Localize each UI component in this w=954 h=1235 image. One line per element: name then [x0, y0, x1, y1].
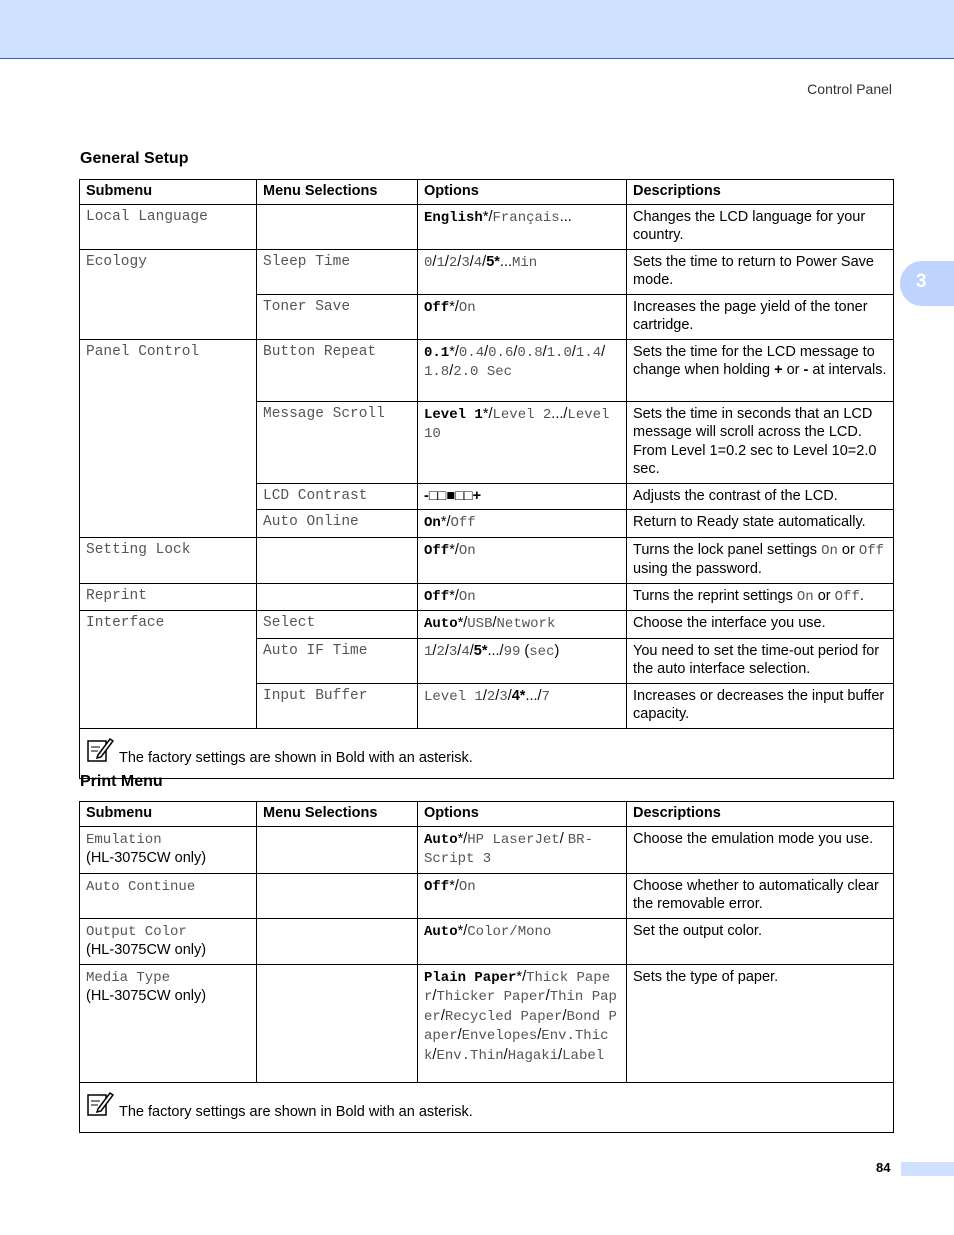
text-run: 0.4	[458, 344, 485, 361]
note-text: The factory settings are shown in Bold with an asterisk.	[119, 749, 473, 766]
submenu-name: Media Type	[86, 969, 171, 986]
text-run: Auto	[424, 831, 458, 848]
selection-cell: Toner Save	[257, 294, 418, 339]
options-cell	[418, 964, 627, 1082]
text-run: Plain Paper	[424, 969, 517, 986]
text-run: or	[837, 541, 859, 558]
text-run: or	[813, 587, 835, 604]
text-run: */	[449, 298, 459, 315]
text-run: Off	[424, 588, 450, 605]
text-run: On	[424, 515, 441, 531]
text-run: )	[554, 642, 560, 659]
table-row	[80, 204, 894, 249]
text-run: Turns the reprint settings	[633, 587, 797, 604]
table-row	[80, 611, 894, 639]
text-run: 5*	[473, 642, 488, 659]
description-cell	[627, 249, 894, 294]
text-run: */	[449, 877, 459, 894]
table-row	[80, 826, 894, 873]
text-run: Level 10	[424, 406, 610, 442]
text-run: 4*	[511, 687, 526, 704]
description-cell	[627, 294, 894, 339]
page-number-bar	[901, 1162, 954, 1176]
text-run: /	[432, 988, 437, 1004]
text-run: Envelopes	[461, 1028, 538, 1044]
submenu-cell	[80, 918, 257, 964]
options-cell	[418, 638, 627, 683]
text-run: sec	[529, 643, 555, 660]
selection-cell: Input Buffer	[257, 683, 418, 728]
text-run: Env.Thin	[436, 1047, 504, 1064]
options-cell	[418, 537, 627, 583]
text-run: /	[457, 1027, 462, 1043]
col-descriptions: Descriptions	[627, 180, 894, 205]
text-run: Choose the interface you use.	[633, 615, 826, 631]
submenu-cell: Setting Lock	[80, 537, 257, 583]
text-run: 3	[461, 254, 470, 271]
text-run: 7	[541, 688, 550, 705]
text-run: -	[803, 362, 809, 378]
description-cell	[627, 537, 894, 583]
selection-cell	[257, 583, 418, 611]
submenu-cell: Local Language	[80, 204, 257, 249]
description-cell	[627, 873, 894, 918]
text-run: /	[449, 363, 454, 379]
text-run: Choose the emulation mode you use.	[633, 830, 874, 847]
selection-cell: Auto Online	[257, 510, 418, 538]
text-run: 2	[486, 688, 496, 705]
text-run: /	[492, 615, 497, 631]
text-run: Hagaki	[507, 1047, 559, 1064]
text-run: English	[424, 209, 483, 226]
col-descriptions: Descriptions	[627, 802, 894, 827]
text-run: /	[482, 253, 487, 270]
text-run: .../	[551, 405, 568, 422]
top-banner	[0, 0, 954, 59]
text-run: /	[457, 642, 462, 659]
description-cell	[627, 583, 894, 611]
text-run: 3	[448, 643, 458, 660]
text-run: */	[482, 405, 493, 422]
text-run: Recycled Paper	[444, 1008, 563, 1025]
text-run: Thin Paper	[424, 989, 617, 1025]
options-cell	[418, 339, 627, 401]
text-run: 3	[499, 688, 508, 705]
selection-cell	[257, 918, 418, 964]
text-run: .../	[487, 642, 504, 659]
table-header-row	[80, 802, 894, 827]
text-run: Network	[496, 616, 556, 632]
text-run: 1.8	[424, 364, 450, 380]
text-run: /	[495, 687, 500, 704]
text-run: /	[513, 343, 518, 360]
general-setup-title: General Setup	[80, 150, 189, 167]
text-run: 1.0	[546, 344, 572, 361]
text-run: */	[457, 830, 468, 847]
text-run: Increases the page yield of the toner cartridge.	[633, 298, 868, 333]
text-run: /	[440, 1007, 445, 1024]
text-run: 0.8	[517, 344, 543, 361]
selection-cell: LCD Contrast	[257, 483, 418, 510]
options-cell	[418, 510, 627, 538]
text-run: Turns the lock panel settings	[633, 541, 822, 558]
col-submenu: Submenu	[80, 180, 257, 205]
text-run: Return to Ready state automatically.	[633, 514, 866, 530]
text-run: Sets the time to return to Power Save mode.	[633, 253, 874, 288]
text-run: /	[484, 343, 489, 360]
text-run: Off	[858, 542, 885, 559]
submenu-cell: Ecology	[80, 249, 257, 339]
text-run: using the password.	[633, 561, 762, 577]
text-run: /	[432, 253, 437, 270]
table-row	[80, 873, 894, 918]
table-header-row	[80, 180, 894, 205]
text-run: Off	[424, 878, 450, 895]
table-row	[80, 964, 894, 1082]
description-cell	[627, 510, 894, 538]
text-run: On	[796, 588, 814, 605]
text-run: /	[542, 343, 547, 360]
text-run: 2.0 Sec	[453, 364, 513, 380]
description-cell	[627, 964, 894, 1082]
description-cell	[627, 401, 894, 483]
description-cell	[627, 918, 894, 964]
text-run: */	[457, 615, 468, 631]
options-cell	[418, 611, 627, 639]
description-cell	[627, 339, 894, 401]
text-run: Set the output color.	[633, 922, 762, 939]
submenu-cell	[80, 873, 257, 918]
selection-cell: Sleep Time	[257, 249, 418, 294]
description-cell	[627, 638, 894, 683]
submenu-name: Output Color	[86, 923, 187, 940]
chapter-number: 3	[916, 271, 927, 292]
selection-cell: Select	[257, 611, 418, 639]
table-row	[80, 249, 894, 294]
submenu-cell: Reprint	[80, 583, 257, 611]
text-run: /	[571, 343, 576, 360]
text-run: 4	[461, 643, 470, 660]
note-pencil-icon	[86, 735, 114, 763]
selection-cell	[257, 826, 418, 873]
text-run: at intervals.	[808, 362, 887, 378]
text-run: Français	[492, 209, 560, 226]
text-run: Off	[834, 588, 860, 605]
description-cell	[627, 483, 894, 510]
options-cell	[418, 401, 627, 483]
text-run: Changes the LCD language for your country.	[633, 208, 866, 243]
table-row	[80, 918, 894, 964]
submenu-model-note: (HL-3075CW only)	[86, 942, 207, 958]
text-run: /	[503, 1046, 508, 1063]
submenu-cell: Panel Control	[80, 339, 257, 537]
text-run: ...	[559, 208, 572, 225]
text-run: or	[782, 362, 804, 378]
text-run: Auto	[424, 923, 458, 940]
text-run: /	[545, 988, 550, 1004]
text-run: Env.Thick	[424, 1028, 609, 1064]
text-run: Off	[450, 515, 476, 531]
note-row	[80, 728, 894, 778]
text-run: /	[507, 687, 512, 704]
text-run: Level 2	[492, 406, 552, 423]
text-run: You need to set the time-out period for the auto interface selection.	[633, 642, 880, 677]
text-run: Sets the time for the LCD message to change when holding	[633, 343, 875, 378]
options-cell	[418, 483, 627, 510]
col-menu-selections: Menu Selections	[257, 802, 418, 827]
text-run: */	[440, 514, 451, 530]
text-run: */	[449, 587, 459, 604]
text-run: Off	[424, 299, 450, 316]
table-row	[80, 537, 894, 583]
text-run: 5*	[486, 253, 500, 270]
submenu-model-note: (HL-3075CW only)	[86, 988, 207, 1004]
text-run: 0.1	[424, 344, 450, 361]
text-run: /	[469, 253, 474, 270]
text-run: 2	[448, 254, 458, 271]
description-cell	[627, 204, 894, 249]
text-run: */	[449, 343, 459, 360]
col-options: Options	[418, 802, 627, 827]
text-run: Thicker Paper	[436, 989, 546, 1005]
options-cell	[418, 204, 627, 249]
text-run: On	[458, 542, 476, 559]
text-run: /	[444, 253, 449, 270]
submenu-cell	[80, 826, 257, 873]
text-run: Level 1	[424, 406, 483, 423]
text-run: Sets the time in seconds that an LCD message will scroll across the LCD. From Level 1=0.2 sec to Level 10=2.0 sec.	[633, 405, 877, 477]
text-run: */	[457, 922, 468, 939]
text-run: */	[449, 541, 459, 558]
text-run: 1	[424, 643, 433, 660]
text-run: 0	[424, 254, 433, 271]
submenu-cell	[80, 964, 257, 1082]
text-run: */	[516, 968, 527, 985]
text-run: 99	[503, 643, 521, 660]
text-run: ...	[499, 253, 512, 270]
text-run: Bond Paper	[424, 1008, 617, 1044]
options-cell	[418, 583, 627, 611]
selection-cell	[257, 537, 418, 583]
text-run: Min	[512, 254, 538, 271]
text-run: /	[537, 1027, 542, 1043]
col-submenu: Submenu	[80, 802, 257, 827]
text-run: 1	[436, 254, 445, 271]
table-row	[80, 339, 894, 401]
text-run: +	[774, 362, 783, 378]
description-cell	[627, 683, 894, 728]
note-row	[80, 1082, 894, 1132]
text-run: USB	[467, 616, 493, 632]
options-cell	[418, 826, 627, 873]
selection-cell: Button Repeat	[257, 339, 418, 401]
text-run: /	[432, 642, 437, 659]
text-run: Thick Paper	[424, 969, 611, 1005]
options-cell	[418, 918, 627, 964]
page-number: 84	[876, 1160, 891, 1175]
text-run: /	[482, 687, 487, 704]
text-run: 0.6	[488, 344, 514, 361]
note-text: The factory settings are shown in Bold with an asterisk.	[119, 1103, 473, 1120]
text-run: Sets the type of paper.	[633, 968, 779, 985]
submenu-name: Auto Continue	[86, 878, 196, 895]
running-header: Control Panel	[807, 81, 892, 97]
text-run: /	[432, 1046, 437, 1063]
text-run: BR-Script 3	[424, 831, 593, 867]
text-run: Auto	[424, 616, 458, 632]
description-cell	[627, 611, 894, 639]
general-setup-table	[79, 179, 894, 779]
submenu-cell: Interface	[80, 611, 257, 729]
text-run: Increases or decreases the input buffer capacity.	[633, 687, 885, 722]
text-run: Off	[424, 542, 450, 559]
print-menu-title: Print Menu	[80, 773, 163, 790]
text-run: Level 1	[424, 688, 483, 705]
selection-cell	[257, 204, 418, 249]
text-run: */	[482, 208, 493, 225]
options-cell	[418, 249, 627, 294]
text-run: Label	[562, 1047, 605, 1064]
chapter-tab	[900, 261, 954, 306]
text-run: Adjusts the contrast of the LCD.	[633, 487, 838, 504]
table-row	[80, 583, 894, 611]
submenu-model-note: (HL-3075CW only)	[86, 850, 207, 866]
text-run: 2	[436, 643, 445, 660]
text-run: -□□■□□+	[424, 487, 482, 504]
col-menu-selections: Menu Selections	[257, 180, 418, 205]
text-run: On	[458, 878, 476, 895]
text-run: /	[562, 1007, 567, 1024]
col-options: Options	[418, 180, 627, 205]
selection-cell: Auto IF Time	[257, 638, 418, 683]
text-run: On	[458, 588, 476, 605]
text-run: .	[859, 587, 864, 604]
selection-cell	[257, 873, 418, 918]
text-run: /	[601, 343, 606, 360]
text-run: HP LaserJet	[467, 831, 560, 848]
text-run: 1.4	[575, 344, 602, 361]
text-run: /	[469, 642, 474, 659]
description-cell	[627, 826, 894, 873]
selection-cell: Message Scroll	[257, 401, 418, 483]
text-run: On	[821, 542, 838, 559]
options-cell	[418, 873, 627, 918]
text-run: /	[457, 253, 462, 270]
note-pencil-icon	[86, 1089, 114, 1117]
text-run: /	[559, 830, 568, 847]
submenu-name: Emulation	[86, 831, 162, 848]
text-run: (	[520, 642, 530, 659]
text-run: On	[458, 299, 476, 316]
text-run: /	[444, 642, 449, 659]
options-cell	[418, 294, 627, 339]
text-run: Color/Mono	[467, 923, 552, 940]
print-menu-table	[79, 801, 894, 1133]
options-cell	[418, 683, 627, 728]
text-run: /	[558, 1046, 563, 1063]
text-run: .../	[525, 687, 542, 704]
selection-cell	[257, 964, 418, 1082]
text-run: Choose whether to automatically clear the removable error.	[633, 877, 879, 912]
text-run: 4	[473, 254, 483, 271]
